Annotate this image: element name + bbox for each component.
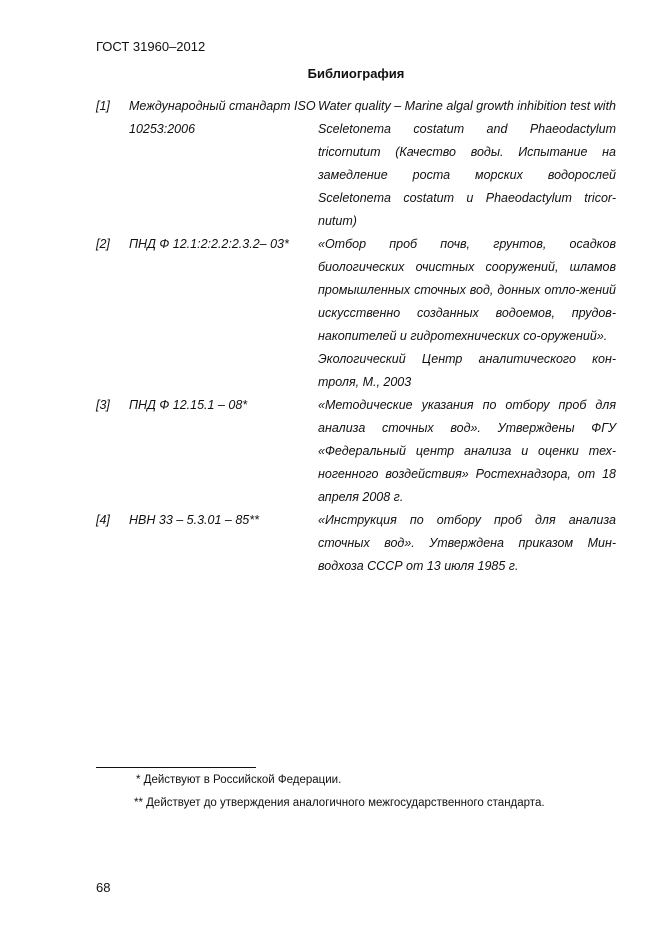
bib-entry (96, 394, 616, 509)
bib-entry (96, 509, 616, 578)
entry-number: [1] (96, 99, 110, 113)
entry-description-text: «Отбор проб почв, грунтов, осадков биологических очистных сооружений, шламов промышленных сточных вод, донных отло-жений искусственно созданных водоемов, прудов-накопителей и гидротехнических со-оружений». (318, 237, 616, 343)
entry-description-publisher: Экологический Центр аналитического кон-троля, М., 2003 (318, 352, 616, 389)
entry-description-text: Water quality – Marine algal growth inhibition test with Sceletonema costatum and Phaeodactylum tricornutum (Качество воды. Испытание на замедление роста морских водорослей Sceletonema costatum и Phaeodactylum tricor-nutum) (318, 99, 616, 228)
entry-description (318, 394, 616, 509)
entry-description-text: «Инструкция по отбору проб для анализа сточных вод». Утверждена приказом Мин-водхоза СССР от 13 июля 1985 г. (318, 513, 616, 573)
document-code: ГОСТ 31960–2012 (96, 39, 206, 54)
bib-entry (96, 95, 616, 233)
entry-description (318, 233, 616, 394)
bibliography-title: Библиография (307, 66, 405, 81)
entry-description (318, 509, 616, 578)
entry-description-text: «Методические указания по отбору проб для анализа сточных вод». Утверждены ФГУ «Федеральный центр анализа и оценки тех-ногенного воздействия» Ростехнадзора, от 18 апреля 2008 г. (318, 398, 616, 504)
bibliography-list (96, 95, 616, 578)
page-number: 68 (96, 880, 111, 895)
entry-number: [3] (96, 398, 110, 412)
footnote: ** Действует до утверждения аналогичного межгосударственного стандарта. (134, 797, 545, 809)
footnotes (96, 769, 545, 815)
entry-description (318, 95, 616, 233)
entry-reference: НВН 33 – 5.3.01 – 85** (129, 513, 259, 527)
entry-number: [2] (96, 237, 110, 251)
entry-number: [4] (96, 513, 110, 527)
bib-entry (96, 233, 616, 394)
footnote-divider (96, 767, 256, 768)
entry-reference: ПНД Ф 12.15.1 – 08* (129, 398, 248, 412)
entry-reference: ПНД Ф 12.1:2:2.2:2.3.2– 03* (129, 237, 289, 251)
footnote: * Действуют в Российской Федерации. (136, 774, 342, 786)
entry-reference: Международный стандарт ISO 10253:2006 (129, 99, 316, 136)
